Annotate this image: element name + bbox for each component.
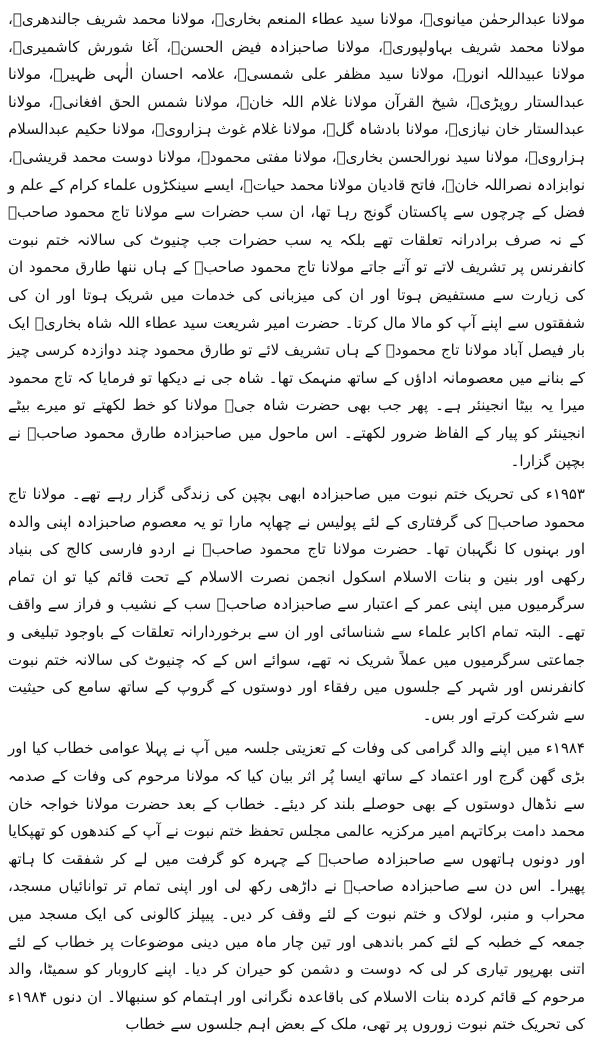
paragraph-3: ۱۹۸۴ء میں اپنے والد گرامی کی وفات کے تعزیتی جلسہ میں آپ نے پہلا عوامی خطاب کیا اور بڑی گھن گرج اور اعتماد کے ساتھ ایسا پُر اثر بیان کیا کہ مولانا مرحوم کی وفات کے صدمہ سے نڈھال دوستوں کے بھی حوصلے بلند کر دیئے۔ خطاب کے بعد حضرت مولانا خواجہ خان محمد دامت برکاتہم امیر مرکزیہ عالمی مجلس تحفظ ختم نبوت نے آپ کے کندھوں کو تھپکایا اور دونوں ہاتھوں سے صاحبزادہ صاحبؒ کے چہرہ کو گرفت میں لے کر شفقت کا ہاتھ پھیرا۔ اس دن سے صاحبزادہ صاحبؒ نے داڑھی رکھ لی اور اپنی تمام تر توانائیاں مسجد، محراب و منبر، لولاک و ختم نبوت کے لئے وقف کر دیں۔ پیپلز کالونی کی ایک مسجد میں جمعہ کے خطبہ کے لئے کمر باندھی اور تین چار ماہ میں دینی موضوعات پر خطاب کے لئے اتنی بھرپور تیاری کر لی کہ دوست و دشمن کو حیران کر دیا۔ اپنے کاروبار کو سمیٹا، والد مرحوم کے قائم کردہ بنات الاسلام کی باقاعدہ نگرانی اور اہتمام کو سنبھالا۔ ان دنوں ۱۹۸۴ء کی تحریک ختم نبوت زوروں پر تھی، ملک کے بعض اہم جلسوں سے خطاب [8, 739, 585, 1034]
paragraph-2: ۱۹۵۳ء کی تحریک ختم نبوت میں صاحبزادہ ابھی بچپن کی زندگی گزار رہے تھے۔ مولانا تاج محمود صاحبؒ کی گرفتاری کے لئے پولیس نے چھاپہ مارا تو یہ معصوم صاحبزادہ اپنی والدہ اور بہنوں کا نگہبان تھا۔ حضرت مولانا تاج محمود صاحبؒ نے اردو فارسی کالج کی بنیاد رکھی اور بنین و بنات الاسلام اسکول انجمن نصرت الاسلام کے تحت قائم کیا تو ان تمام سرگرمیوں میں اپنی عمر کے اعتبار سے صاحبزادہ صاحبؒ سب کے نشیب و فراز سے واقف تھے۔ البتہ تمام اکابر علماء سے شناسائی اور ان سے برخوردارانہ تعلقات کے باوجود تبلیغی و جماعتی سرگرمیوں میں عملاً شریک نہ تھے، سوائے اس کے کہ چنیوٹ کی سالانہ ختم نبوت کانفرنس اور شہر کے جلسوں میں رفقاء اور دوستوں کے گروپ کے ساتھ سامع کی حیثیت سے شرکت کرتے اور بس۔ [8, 485, 585, 724]
paragraph-1: مولانا عبدالرحمٰن میانویؒ، مولانا سید عطاء المنعم بخاریؒ، مولانا محمد شریف جالندھریؒ، مولانا محمد شریف بہاولپوریؒ، مولانا صاحبزادہ فیض الحسنؒ، آغا شورش کاشمیریؒ، مولانا عبیداللہ انورؒ، مولانا سید مظفر علی شمسیؒ، علامہ احسان الٰہی ظہیرؒ، مولانا عبدالستار روپڑیؒ، شیخ القرآن مولانا غلام اللہ خانؒ، مولانا شمس الحق افغانیؒ، مولانا عبدالستار خان نیازیؒ، مولانا بادشاہ گلؒ، مولانا غلام غوث ہزارویؒ، مولانا حکیم عبدالسلام ہزارویؒ، مولانا سید نورالحسن بخاریؒ، مولانا مفتی محمودؒ، مولانا دوست محمد قریشیؒ، نوابزادہ نصراللہ خانؒ، فاتح قادیان مولانا محمد حیاتؒ، ایسے سینکڑوں علماء کرام کے علم و فضل کے چرچوں سے پاکستان گونج رہا تھا، ان سب حضرات سے مولانا تاج محمود صاحبؒ کے نہ صرف برادرانہ تعلقات تھے بلکہ یہ سب حضرات جب چنیوٹ کی سالانہ ختم نبوت کانفرنس پر تشریف لاتے تو آتے جاتے مولانا تاج محمود صاحبؒ کے ہاں ننھا طارق محمود ان کی زیارت سے مستفیض ہوتا اور ان کی میزبانی کی خدمات میں شریک ہوتا اور ان کی شفقتوں سے اپنے آپ کو مالا مال کرتا۔ حضرت امیر شریعت سید عطاء اللہ شاہ بخاریؒ ایک بار فیصل آباد مولانا تاج محمودؒ کے ہاں تشریف لائے تو طارق محمود چند دوازدہ کرسی چیز کے بنانے میں معصومانہ اداؤں کے ساتھ منہمک تھا۔ شاہ جی نے دیکھا تو فرمایا کہ تاج محمود میرا یہ بیٹا انجینئر ہے۔ پھر جب بھی حضرت شاہ جیؒ مولانا کو خط لکھتے تو میرے بیٹے انجینئر کو پیار کے الفاظ ضرور لکھتے۔ اس ماحول میں صاحبزادہ طارق محمود صاحبؒ نے بچپن گزارا۔ [8, 10, 585, 470]
